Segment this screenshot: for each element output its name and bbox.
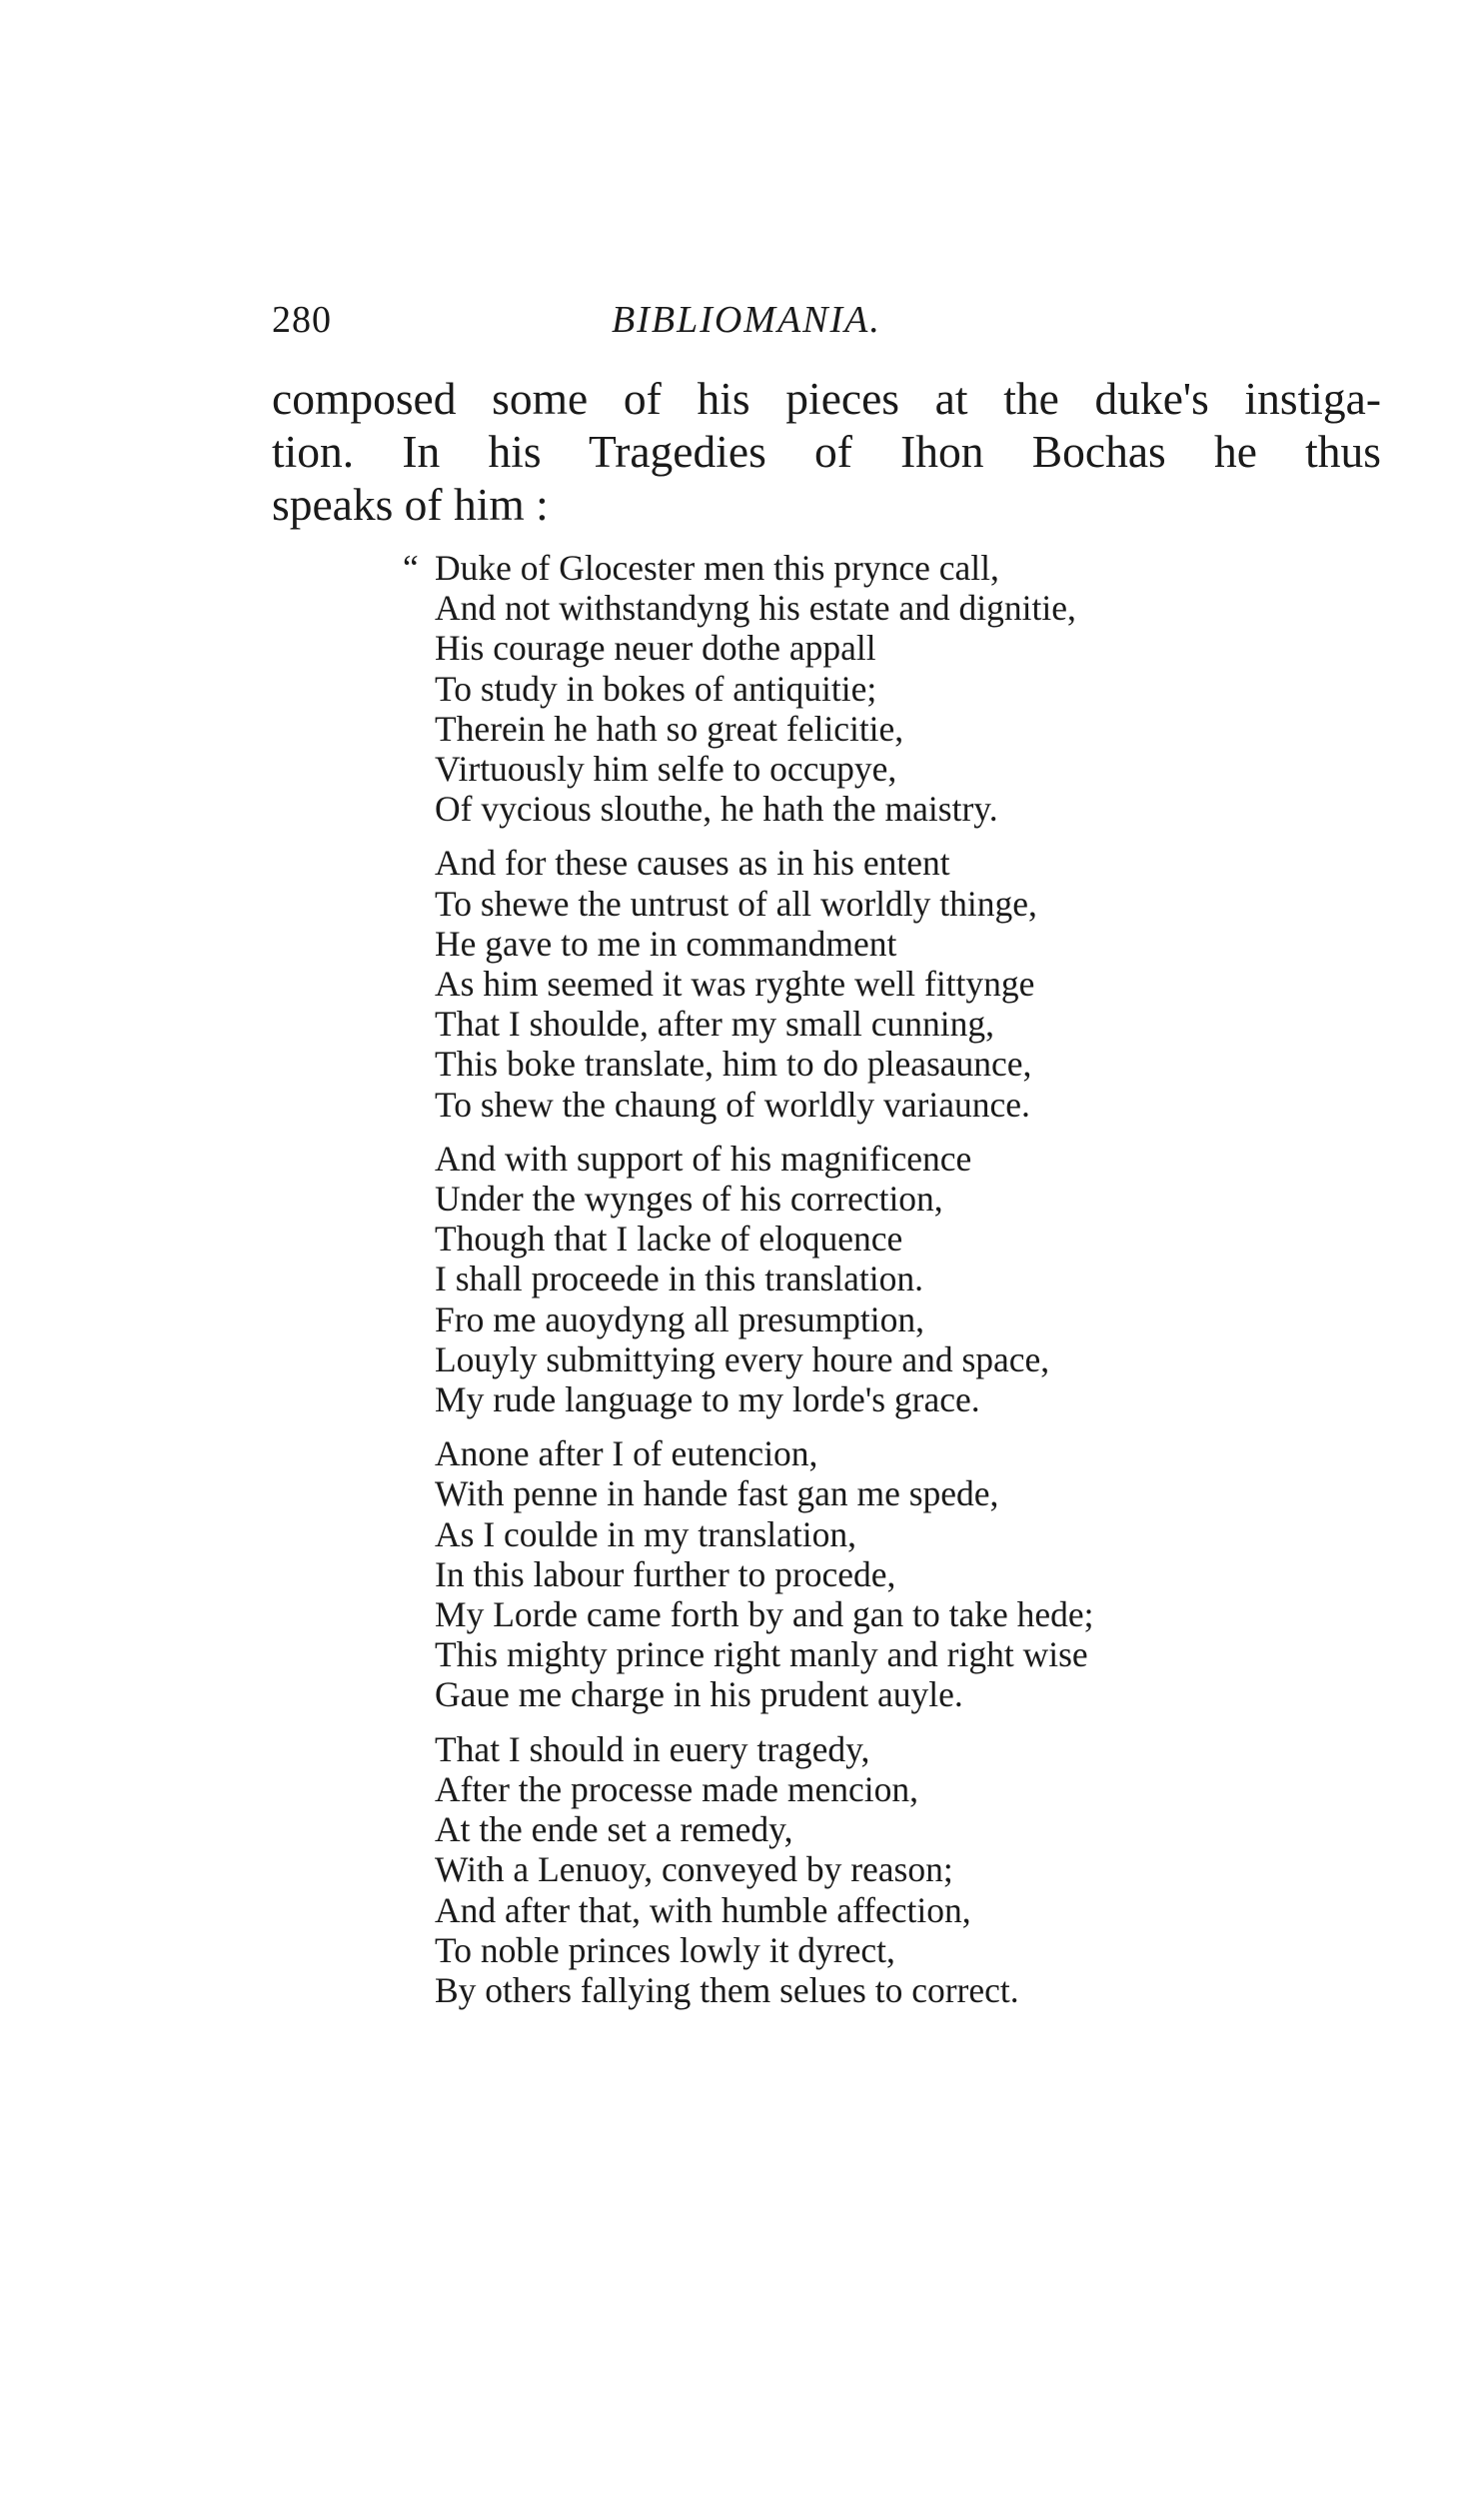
- running-title: BIBLIOMANIA.: [612, 299, 881, 341]
- verse-line: To shew the chaung of worldly variaunce.: [435, 1084, 1030, 1125]
- verse-quotation: [403, 548, 1334, 2024]
- verse-line: Duke of Glocester men this prynce call,: [435, 548, 999, 588]
- prose-line: speaks of him :: [272, 479, 549, 530]
- verse-line: And with support of his magnificence: [435, 1138, 972, 1179]
- verse-line: To study in bokes of antiquitie;: [435, 668, 877, 709]
- verse-line: Virtuously him selfe to occupye,: [435, 749, 897, 790]
- prose-paragraph: [272, 372, 1381, 531]
- verse-line: In this labour further to procede,: [435, 1553, 896, 1594]
- verse-line: This boke translate, him to do pleasaunce,: [435, 1044, 1032, 1085]
- verse-line: Anone after I of eutencion,: [435, 1433, 818, 1474]
- verse-line: After the processe made mencion,: [435, 1768, 918, 1809]
- verse-line: And not withstandyng his estate and dignitie,: [435, 588, 1076, 629]
- verse-line: My Lorde came forth by and gan to take hede;: [435, 1594, 1094, 1635]
- verse-line: As him seemed it was ryghte well fittynge: [435, 964, 1035, 1005]
- verse-line: Under the wynges of his correction,: [435, 1179, 943, 1220]
- page-number: 280: [272, 299, 332, 341]
- verse-line: This mighty prince right manly and right wise: [435, 1634, 1088, 1675]
- verse-line: Gaue me charge in his prudent auyle.: [435, 1674, 963, 1715]
- opening-quote-mark: “: [403, 548, 419, 588]
- verse-line: I shall proceede in this translation.: [435, 1259, 923, 1299]
- verse-line: And after that, with humble affection,: [435, 1889, 971, 1930]
- stanza: [435, 1729, 1334, 2010]
- prose-line: tion. In his Tragedies of Ihon Bochas he thus: [272, 426, 1381, 477]
- verse-line: By others fallying them selues to correct.: [435, 1969, 1019, 2010]
- prose-line: composed some of his pieces at the duke's instiga-: [272, 373, 1381, 424]
- verse-line: At the ende set a remedy,: [435, 1809, 793, 1850]
- running-head: [272, 298, 1379, 348]
- verse-line: To shewe the untrust of all worldly thinge,: [435, 883, 1037, 924]
- verse-line: That I should in euery tragedy,: [435, 1728, 870, 1769]
- verse-line: That I shoulde, after my small cunning,: [435, 1004, 994, 1045]
- stanza: [435, 1139, 1334, 1419]
- verse-line: With a Lenuoy, conveyed by reason;: [435, 1849, 953, 1890]
- stanza: [435, 843, 1334, 1124]
- verse-line: To noble princes lowly it dyrect,: [435, 1929, 895, 1970]
- verse-line: As I coulde in my translation,: [435, 1513, 856, 1554]
- verse-line: And for these causes as in his entent: [435, 843, 950, 884]
- verse-line: Of vycious slouthe, he hath the maistry.: [435, 789, 998, 830]
- verse-line: He gave to me in commandment: [435, 923, 897, 964]
- stanza: [435, 548, 1334, 829]
- verse-line: Fro me auoydyng all presumption,: [435, 1298, 925, 1339]
- stanza: [435, 1433, 1334, 1714]
- verse-line: Therein he hath so great felicitie,: [435, 708, 904, 749]
- verse-line: Though that I lacke of eloquence: [435, 1219, 903, 1260]
- verse-line: Louyly submittying every houre and space,: [435, 1338, 1050, 1379]
- verse-line: His courage neuer dothe appall: [435, 628, 876, 669]
- verse-line: My rude language to my lorde's grace.: [435, 1379, 980, 1420]
- verse-line: With penne in hande fast gan me spede,: [435, 1473, 999, 1514]
